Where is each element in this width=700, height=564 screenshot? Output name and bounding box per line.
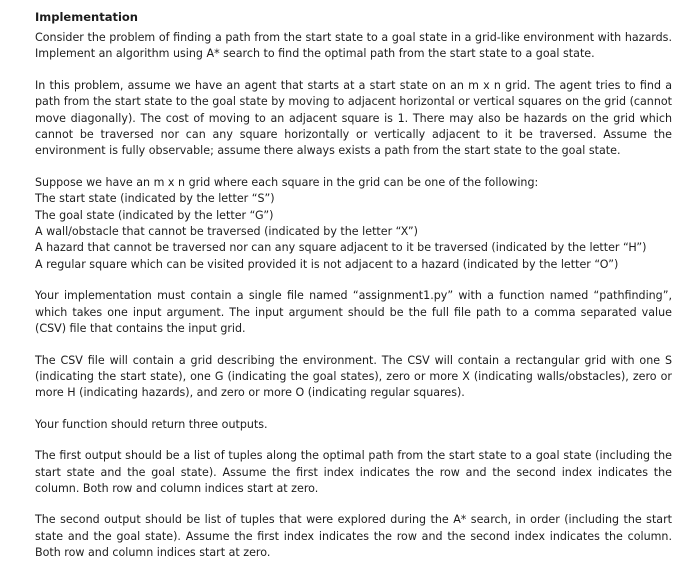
paragraph-outputs: Your function should return three outputs. <box>35 417 268 431</box>
section-heading: Implementation <box>35 10 138 24</box>
paragraph-problem-description: In this problem, assume we have an agent that starts at a start state on an m x n grid. The agent tries to find a path from the start state to the goal state by moving to adjacent horizontal or vertical squares on the grid (cannot move diagonally). The cost of moving to an adjacent square is 1. There may also be hazards on the grid which cannot be traversed nor can any square horizontally or vertically adjacent to it be traversed. Assume the environment is fully observable; assume there always exists a path from the start state to the goal state. <box>35 78 672 158</box>
list-item: The start state (indicated by the letter “S”) <box>35 192 275 206</box>
grid-legend-list <box>35 175 672 273</box>
paragraph-implementation-file: Your implementation must contain a single file named “assignment1.py” with a function named “pathfinding”, which takes one input argument. The input argument should be the full file path to a comma separated value (CSV) file that contains the input grid. <box>35 289 672 336</box>
list-intro: Suppose we have an m x n grid where each square in the grid can be one of the following: <box>35 175 539 189</box>
list-item: The goal state (indicated by the letter “G”) <box>35 208 274 222</box>
paragraph-first-output: The first output should be a list of tuples along the optimal path from the start state to a goal state (including the start state and the goal state). Assume the first index indicates the row and the second index indicates the column. Both row and column indices start at zero. <box>35 449 672 495</box>
list-item: A wall/obstacle that cannot be traversed (indicated by the letter “X”) <box>35 225 418 239</box>
paragraph-second-output: The second output should be list of tuples that were explored during the A* search, in order (including the start state and the goal state). Assume the first index indicates the row and the second index indicates the column. Both row and column indices start at zero. <box>35 513 672 560</box>
paragraph-intro: Consider the problem of finding a path from the start state to a goal state in a grid-like environment with hazards. Implement an algorithm using A* search to find the optimal path from the start state to a goal state. <box>35 31 672 61</box>
paragraph-csv-format: The CSV file will contain a grid describing the environment. The CSV will contain a rectangular grid with one S (indicating the start state), one G (indicating the goal states), zero or more X (indicating walls/obstacles), zero or more H (indicating hazards), and zero or more O (indicating regular squares). <box>35 353 672 400</box>
list-item: A regular square which can be visited provided it is not adjacent to a hazard (indicated by the letter “O”) <box>35 257 619 271</box>
list-item: A hazard that cannot be traversed nor can any square adjacent to it be traversed (indicated by the letter “H”) <box>35 241 647 255</box>
